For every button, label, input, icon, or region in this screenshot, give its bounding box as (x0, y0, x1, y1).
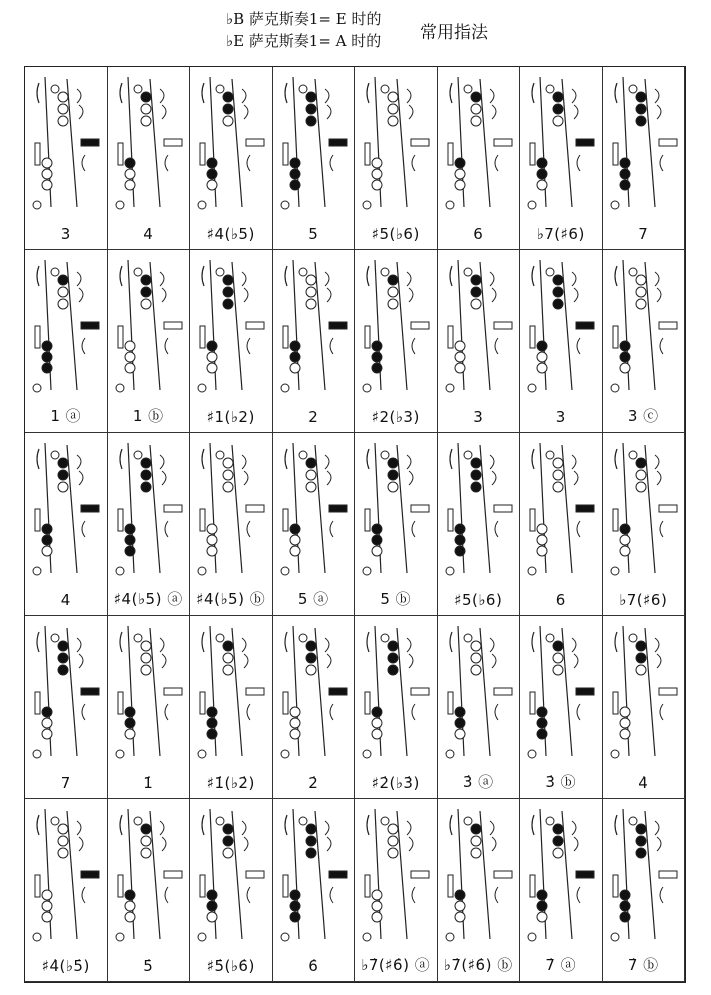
note-label: 5 (308, 225, 319, 243)
saxophone-fingering-diagram (520, 67, 602, 222)
note-label: 3 (60, 225, 71, 243)
fingering-cell (520, 799, 603, 982)
saxophone-fingering-diagram (25, 616, 107, 771)
saxophone-fingering-diagram (273, 250, 355, 405)
fingering-cell (603, 799, 686, 982)
note-label: ♯4(♭5) ⓐ (113, 590, 183, 608)
fingering-cell (355, 433, 438, 616)
saxophone-fingering-diagram (108, 799, 190, 954)
fingering-cell (603, 433, 686, 616)
fingering-cell (355, 799, 438, 982)
fingering-cell (438, 250, 521, 433)
note-label: 7 (60, 774, 71, 792)
fingering-cell (190, 616, 273, 799)
note-label: ♯4(♭5) (206, 225, 255, 243)
note-label: 2 (308, 408, 319, 426)
fingering-cell (438, 67, 521, 250)
note-label: ♯2(♭3) (371, 408, 420, 426)
saxophone-fingering-diagram (438, 250, 520, 405)
fingering-cell (273, 799, 356, 982)
fingering-cell (108, 799, 191, 982)
fingering-cell (25, 799, 108, 982)
fingering-cell (603, 67, 686, 250)
fingering-cell (25, 433, 108, 616)
note-label: ♭7̇(♯6̇) ⓐ (361, 956, 431, 974)
note-label: 4̇ (638, 774, 649, 792)
note-label: 3 (473, 408, 484, 426)
fingering-cell (520, 250, 603, 433)
fingering-cell (25, 67, 108, 250)
note-label: 6 (473, 225, 484, 243)
saxophone-fingering-diagram (108, 616, 190, 771)
saxophone-fingering-diagram (108, 250, 190, 405)
saxophone-fingering-diagram (355, 799, 437, 954)
saxophone-fingering-diagram (190, 616, 272, 771)
fingering-cell (25, 616, 108, 799)
saxophone-fingering-diagram (520, 250, 602, 405)
fingering-cell (355, 616, 438, 799)
saxophone-fingering-diagram (25, 799, 107, 954)
note-label: ♯5(♭6) (454, 591, 503, 609)
note-label: 1̇ (143, 774, 154, 792)
note-label: 7̇ ⓐ (545, 956, 577, 974)
fingering-cell (355, 67, 438, 250)
fingering-cell (273, 616, 356, 799)
note-label: 4 (60, 591, 71, 609)
saxophone-fingering-diagram (355, 250, 437, 405)
title-line-bb: ♭B 萨克斯奏1= E 时的 (226, 10, 382, 28)
saxophone-fingering-diagram (190, 67, 272, 222)
saxophone-fingering-diagram (603, 799, 685, 954)
note-label: 1 ⓑ (132, 407, 164, 425)
title-common-fingerings: 常用指法 (420, 23, 488, 43)
fingering-cell (438, 799, 521, 982)
fingering-cell (520, 433, 603, 616)
fingering-cell (355, 250, 438, 433)
saxophone-fingering-diagram (190, 433, 272, 588)
fingering-cell (25, 250, 108, 433)
page-title (0, 0, 711, 58)
note-label: 5 ⓑ (380, 590, 412, 608)
saxophone-fingering-diagram (273, 616, 355, 771)
fingering-cell (190, 250, 273, 433)
fingering-cell (108, 616, 191, 799)
note-label: 6̇ (308, 957, 319, 975)
fingering-cell (108, 433, 191, 616)
saxophone-fingering-diagram (273, 799, 355, 954)
fingering-cell (273, 67, 356, 250)
saxophone-fingering-diagram (25, 67, 107, 222)
saxophone-fingering-diagram (603, 433, 685, 588)
note-label: 4 (143, 225, 154, 243)
note-label: ♭7̇(♯6̇) ⓑ (443, 956, 513, 974)
saxophone-fingering-diagram (355, 433, 437, 588)
fingering-cell (438, 616, 521, 799)
fingering-cell (108, 67, 191, 250)
saxophone-fingering-diagram (438, 67, 520, 222)
fingering-cell (520, 67, 603, 250)
fingering-cell (190, 799, 273, 982)
note-label: 7̇ ⓑ (627, 956, 659, 974)
note-label: 7 (638, 225, 649, 243)
saxophone-fingering-diagram (273, 433, 355, 588)
saxophone-fingering-diagram (438, 799, 520, 954)
saxophone-fingering-diagram (108, 433, 190, 588)
saxophone-fingering-diagram (438, 433, 520, 588)
note-label: 3 ⓒ (627, 407, 659, 425)
saxophone-fingering-diagram (438, 616, 520, 771)
note-label: ♭7(♯6) (619, 591, 668, 609)
note-label: ♯5(♭6) (371, 225, 420, 243)
note-label: 3̇ ⓑ (545, 773, 577, 791)
title-line-eb: ♭E 萨克斯奏1= A 时的 (226, 32, 382, 50)
fingering-cell (603, 250, 686, 433)
fingering-cell (273, 433, 356, 616)
fingering-cell (520, 616, 603, 799)
note-label: 5 ⓐ (297, 590, 329, 608)
fingering-cell (190, 433, 273, 616)
fingering-cell (273, 250, 356, 433)
saxophone-fingering-diagram (520, 799, 602, 954)
fingering-cell (108, 250, 191, 433)
saxophone-fingering-diagram (603, 67, 685, 222)
note-label: ♯1(♭2) (206, 408, 255, 426)
note-label: ♭7(♯6) (536, 225, 585, 243)
saxophone-fingering-diagram (603, 250, 685, 405)
note-label: 1 ⓐ (50, 407, 82, 425)
saxophone-fingering-diagram (108, 67, 190, 222)
fingering-chart-grid (24, 66, 686, 983)
saxophone-fingering-diagram (520, 433, 602, 588)
note-label: ♯5̇(♭6̇) (206, 957, 255, 975)
fingering-cell (438, 433, 521, 616)
fingering-cell (190, 67, 273, 250)
note-label: ♯4(♭5) ⓑ (196, 590, 266, 608)
saxophone-fingering-diagram (25, 250, 107, 405)
saxophone-fingering-diagram (25, 433, 107, 588)
note-label: 2̇ (308, 774, 319, 792)
saxophone-fingering-diagram (355, 67, 437, 222)
saxophone-fingering-diagram (520, 616, 602, 771)
note-label: 3̇ ⓐ (462, 773, 494, 791)
note-label: 5̇ (143, 957, 154, 975)
saxophone-fingering-diagram (355, 616, 437, 771)
note-label: ♯4̇(♭5̇) (41, 957, 90, 975)
note-label: ♯1̇(♭2̇) (206, 774, 255, 792)
fingering-cell (603, 616, 686, 799)
saxophone-fingering-diagram (190, 799, 272, 954)
note-label: ♯2̇(♭3̇) (371, 774, 420, 792)
saxophone-fingering-diagram (603, 616, 685, 771)
note-label: 6 (555, 591, 566, 609)
saxophone-fingering-diagram (273, 67, 355, 222)
note-label: 3 (555, 408, 566, 426)
saxophone-fingering-diagram (190, 250, 272, 405)
